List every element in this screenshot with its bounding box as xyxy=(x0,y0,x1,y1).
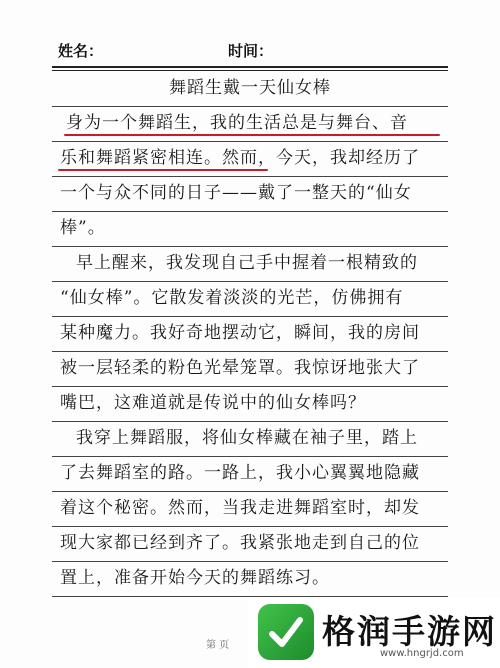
line-text: 棒”。 xyxy=(60,218,106,238)
line-text: 我穿上舞蹈服，将仙女棒藏在袖子里，踏上 xyxy=(76,428,418,448)
line-text: 了去舞蹈室的路。一路上，我小心翼翼地隐藏 xyxy=(60,463,420,483)
essay-line xyxy=(52,212,448,247)
page-number-label: 第 页 xyxy=(206,640,230,651)
essay-title: 舞蹈生戴一天仙女棒 xyxy=(169,78,331,98)
essay-line xyxy=(52,247,448,282)
header-rule xyxy=(52,66,448,68)
watermark-url: www.hngrjd.com xyxy=(380,648,464,659)
essay-line xyxy=(52,177,448,212)
watermark-banner xyxy=(248,598,500,668)
line-text: 被一层轻柔的粉色光晕笼罩。我惊讶地张大了 xyxy=(60,358,420,378)
essay-line xyxy=(52,107,448,142)
essay-title-line xyxy=(52,72,448,107)
line-text: 早上醒来，我发现自己手中握着一根精致的 xyxy=(76,253,418,273)
red-underline xyxy=(58,169,268,171)
essay-line xyxy=(52,527,448,562)
essay-line xyxy=(52,282,448,317)
watermark-title: 格润手游网 xyxy=(322,612,497,651)
line-text: 现大家都已经到齐了。我紧张地走到自己的位 xyxy=(60,533,420,553)
essay-line xyxy=(52,562,448,597)
line-text: 嘴巴，这难道就是传说中的仙女棒吗？ xyxy=(60,393,366,413)
line-text: 一个与众不同的日子——戴了一整天的“仙女 xyxy=(60,183,412,203)
time-label: 时间： xyxy=(228,43,274,60)
header xyxy=(58,40,450,62)
red-underline xyxy=(64,134,440,136)
leaf-check-icon xyxy=(258,604,314,660)
essay-line xyxy=(52,387,448,422)
line-text: 乐和舞蹈紧密相连。然而，今天，我却经历了 xyxy=(60,148,420,168)
line-text: 某种魔力。我好奇地摆动它，瞬间，我的房间 xyxy=(60,323,420,343)
line-text: “仙女棒”。它散发着淡淡的光芒，仿佛拥有 xyxy=(60,288,404,308)
line-text: 置上，准备开始今天的舞蹈练习。 xyxy=(60,568,330,588)
essay-line xyxy=(52,492,448,527)
essay-line xyxy=(52,422,448,457)
header-rule-thin xyxy=(52,70,448,71)
line-text: 身为一个舞蹈生，我的生活总是与舞台、音 xyxy=(66,113,408,133)
line-text: 着这个秘密。然而，当我走进舞蹈室时，却发 xyxy=(60,498,420,518)
essay-line xyxy=(52,352,448,387)
essay-line xyxy=(52,142,448,177)
name-label: 姓名： xyxy=(58,43,104,60)
essay-line xyxy=(52,457,448,492)
essay-line xyxy=(52,317,448,352)
